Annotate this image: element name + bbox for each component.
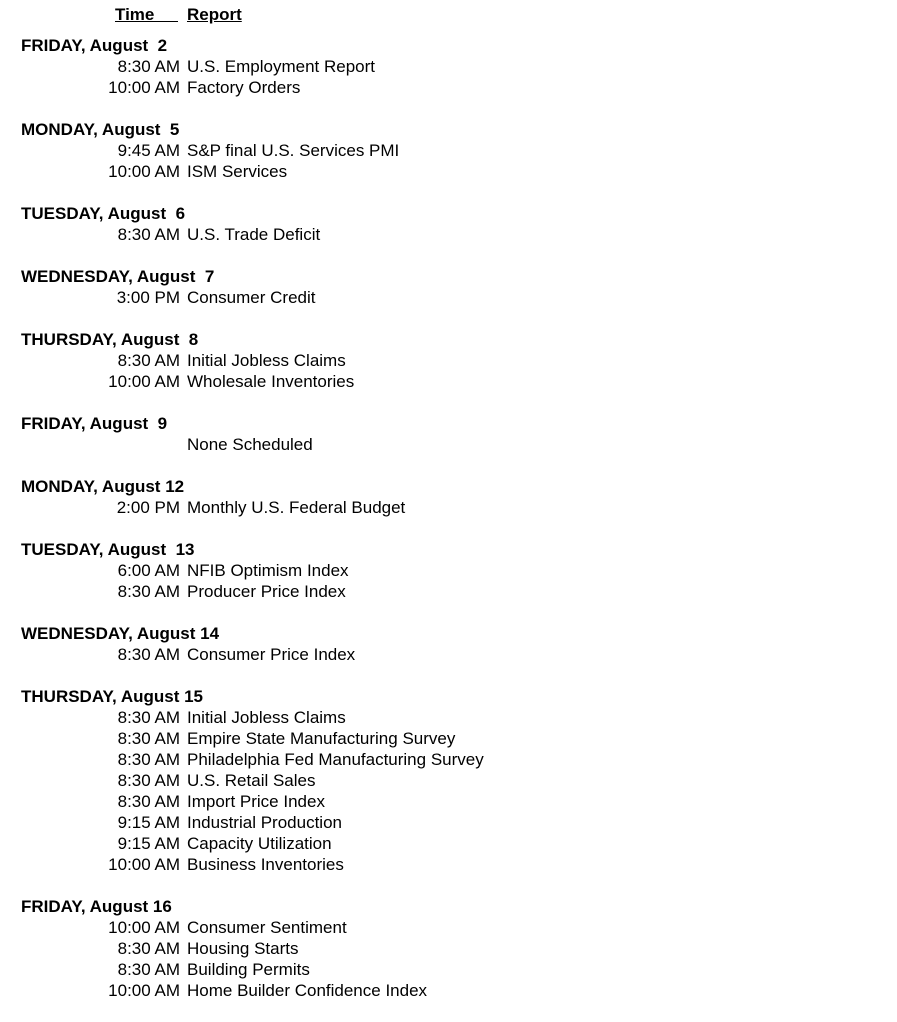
event-report: Wholesale Inventories xyxy=(187,372,355,391)
event-report: ISM Services xyxy=(187,162,288,181)
event-report: S&P final U.S. Services PMI xyxy=(187,141,400,160)
event-report: Housing Starts xyxy=(187,939,299,958)
event-row xyxy=(0,371,897,392)
event-row xyxy=(0,644,897,665)
event-row xyxy=(0,560,897,581)
event-row xyxy=(0,917,897,938)
event-time: 10:00 AM xyxy=(108,918,180,937)
event-row xyxy=(0,854,897,875)
time-column-header: Time xyxy=(115,5,178,24)
event-row xyxy=(0,497,897,518)
day-title: WEDNESDAY, August 14 xyxy=(21,624,220,643)
event-time: 8:30 AM xyxy=(117,939,180,958)
event-time: 10:00 AM xyxy=(108,162,180,181)
event-time: 6:00 AM xyxy=(117,561,180,580)
event-time: 10:00 AM xyxy=(108,855,180,874)
event-report: Monthly U.S. Federal Budget xyxy=(187,498,406,517)
day-section xyxy=(0,266,897,308)
event-row xyxy=(0,224,897,245)
event-report: Consumer Credit xyxy=(187,288,316,307)
event-report: None Scheduled xyxy=(187,435,313,454)
event-time: 9:45 AM xyxy=(117,141,180,160)
event-time: 8:30 AM xyxy=(117,582,180,601)
event-row xyxy=(0,770,897,791)
day-section xyxy=(0,413,897,455)
day-title: TUESDAY, August 13 xyxy=(21,540,195,559)
day-section xyxy=(0,119,897,182)
event-row xyxy=(0,287,897,308)
event-time: 2:00 PM xyxy=(116,498,180,517)
event-time: 3:00 PM xyxy=(116,288,180,307)
event-row xyxy=(0,980,897,1001)
event-row xyxy=(0,938,897,959)
event-time: 8:30 AM xyxy=(117,729,180,748)
event-report: Business Inventories xyxy=(187,855,344,874)
event-time: 8:30 AM xyxy=(117,57,180,76)
event-row xyxy=(0,140,897,161)
day-title: WEDNESDAY, August 7 xyxy=(21,267,215,286)
event-time: 10:00 AM xyxy=(108,78,180,97)
event-time: 8:30 AM xyxy=(117,351,180,370)
report-column-header: Report xyxy=(187,5,242,24)
event-report: Producer Price Index xyxy=(187,582,346,601)
event-row xyxy=(0,791,897,812)
day-section xyxy=(0,896,897,1001)
day-section xyxy=(0,686,897,875)
day-section xyxy=(0,329,897,392)
event-report: Import Price Index xyxy=(187,792,325,811)
event-report: Capacity Utilization xyxy=(187,834,332,853)
event-row xyxy=(0,350,897,371)
event-time: 9:15 AM xyxy=(117,813,180,832)
day-title: MONDAY, August 12 xyxy=(21,477,185,496)
event-report: U.S. Retail Sales xyxy=(187,771,316,790)
event-time: 10:00 AM xyxy=(108,981,180,1000)
event-row xyxy=(0,77,897,98)
day-section xyxy=(0,539,897,602)
event-report: Consumer Price Index xyxy=(187,645,356,664)
event-report: U.S. Trade Deficit xyxy=(187,225,321,244)
day-section xyxy=(0,203,897,245)
day-title: THURSDAY, August 8 xyxy=(21,330,199,349)
day-section xyxy=(0,623,897,665)
day-title: MONDAY, August 5 xyxy=(21,120,180,139)
day-title: FRIDAY, August 2 xyxy=(21,36,168,55)
event-time: 8:30 AM xyxy=(117,708,180,727)
event-time: 8:30 AM xyxy=(117,960,180,979)
event-row xyxy=(0,707,897,728)
event-row xyxy=(0,959,897,980)
event-report: U.S. Employment Report xyxy=(187,57,376,76)
event-time: 8:30 AM xyxy=(117,225,180,244)
event-row xyxy=(0,161,897,182)
event-row xyxy=(0,434,897,455)
event-time: 10:00 AM xyxy=(108,372,180,391)
event-row xyxy=(0,833,897,854)
event-time: 8:30 AM xyxy=(117,771,180,790)
event-time: 8:30 AM xyxy=(117,645,180,664)
event-report: Home Builder Confidence Index xyxy=(187,981,428,1000)
day-section xyxy=(0,476,897,518)
event-time: 9:15 AM xyxy=(117,834,180,853)
event-time: 8:30 AM xyxy=(117,792,180,811)
column-header-row xyxy=(0,4,600,25)
event-report: Building Permits xyxy=(187,960,310,979)
event-row xyxy=(0,581,897,602)
day-section xyxy=(0,35,897,98)
day-title: THURSDAY, August 15 xyxy=(21,687,203,706)
event-row xyxy=(0,812,897,833)
day-title: FRIDAY, August 16 xyxy=(21,897,172,916)
day-title: FRIDAY, August 9 xyxy=(21,414,168,433)
day-title: TUESDAY, August 6 xyxy=(21,204,186,223)
event-report: NFIB Optimism Index xyxy=(187,561,349,580)
event-report: Philadelphia Fed Manufacturing Survey xyxy=(187,750,484,769)
event-report: Initial Jobless Claims xyxy=(187,351,346,370)
event-time: 8:30 AM xyxy=(117,750,180,769)
event-row xyxy=(0,749,897,770)
event-row xyxy=(0,56,897,77)
event-report: Empire State Manufacturing Survey xyxy=(187,729,456,748)
event-report: Initial Jobless Claims xyxy=(187,708,346,727)
event-report: Industrial Production xyxy=(187,813,342,832)
schedule-list xyxy=(0,35,897,1022)
event-report: Factory Orders xyxy=(187,78,301,97)
event-row xyxy=(0,728,897,749)
event-report: Consumer Sentiment xyxy=(187,918,347,937)
